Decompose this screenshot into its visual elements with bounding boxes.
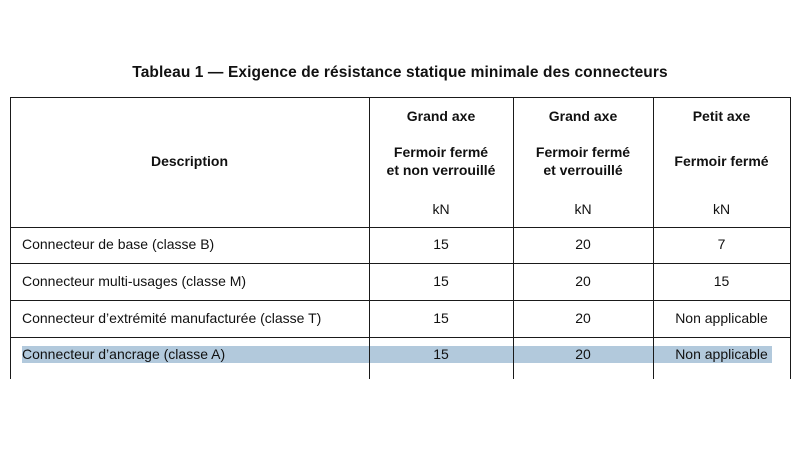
header-unit-col3: kN [712, 201, 731, 217]
table-row-value: 15 [713, 273, 730, 289]
header-condition-col1-line2: et non verrouillé [386, 162, 496, 178]
header-axis-col1: Grand axe [406, 108, 476, 124]
header-condition-col3-line1: Fermoir fermé [674, 153, 769, 169]
table-border-top [10, 97, 791, 98]
header-condition-col1-line1: Fermoir fermé [393, 144, 489, 160]
table-row-value: Non applicable [675, 310, 768, 326]
row-divider [10, 337, 791, 338]
table-row-value: 20 [575, 236, 591, 252]
row-divider [10, 300, 791, 301]
table-row-value: 20 [575, 273, 591, 289]
header-unit-col1: kN [432, 201, 450, 217]
table-title: Tableau 1 — Exigence de résistance statique minimale des connecteurs [132, 64, 668, 81]
header-description: Description [150, 153, 228, 169]
table-row-value[interactable]: 20 [575, 346, 591, 362]
requirements-table [10, 97, 791, 379]
table-row-value: 20 [575, 310, 591, 326]
table-row-description[interactable]: Connecteur d’ancrage (classe A) [22, 346, 226, 362]
table-row-value: 7 [717, 236, 726, 252]
table-border-left [10, 97, 11, 379]
header-unit-col2: kN [574, 201, 592, 217]
table-row-description: Connecteur multi-usages (classe M) [22, 273, 247, 289]
table-row-description: Connecteur d’extrémité manufacturée (classe T) [22, 310, 322, 326]
header-condition-col2-line1: Fermoir fermé [535, 144, 631, 160]
table-border-right [790, 97, 791, 379]
header-condition-col2-line2: et verrouillé [543, 162, 623, 178]
table-row-value: 15 [433, 273, 449, 289]
table-row-value[interactable]: Non applicable [675, 346, 768, 362]
table-row-value[interactable]: 15 [433, 346, 449, 362]
table-row-value: 15 [433, 236, 449, 252]
header-axis-col2: Grand axe [548, 108, 618, 124]
header-bottom-border [10, 227, 791, 228]
row-divider [10, 263, 791, 264]
table-row-description: Connecteur de base (classe B) [22, 236, 215, 252]
header-axis-col3: Petit axe [692, 108, 751, 124]
table-row-value: 15 [433, 310, 449, 326]
